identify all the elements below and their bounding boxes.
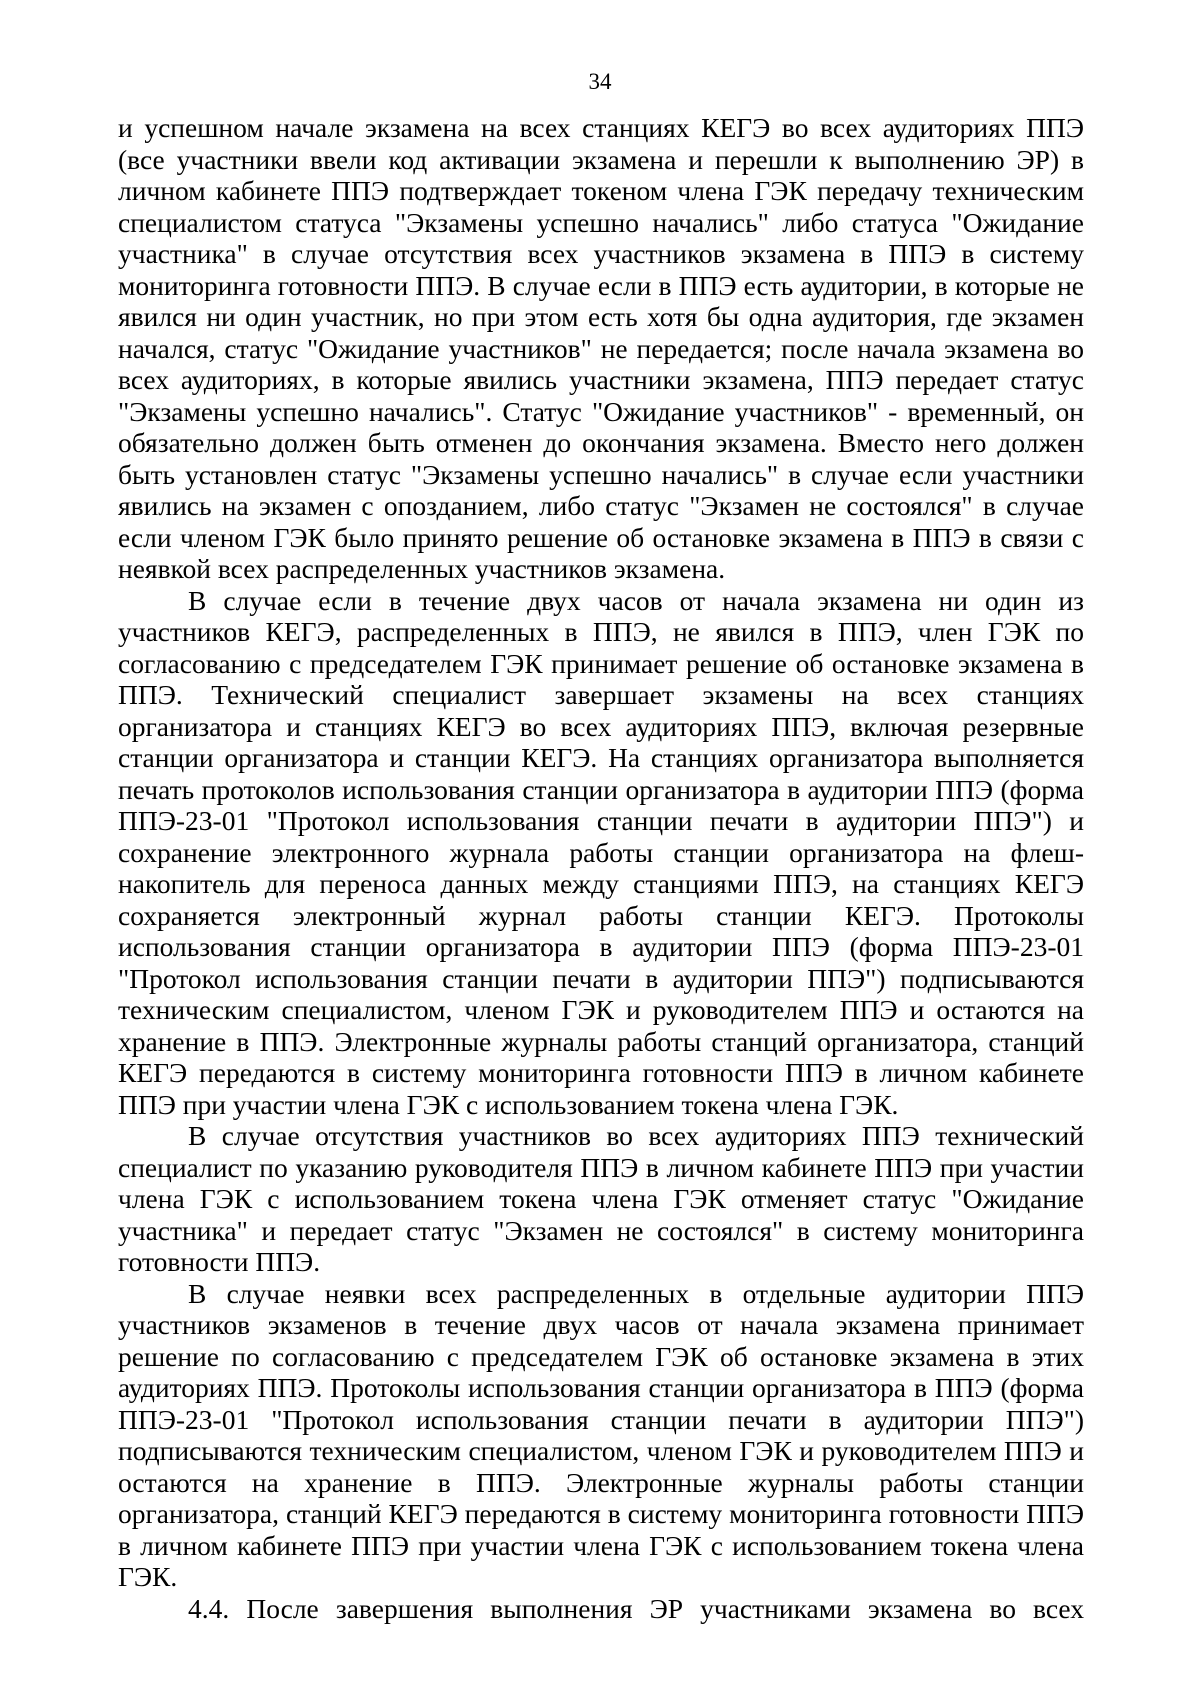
paragraph-separate-auditoriums: В случае неявки всех распределенных в отдельные аудитории ППЭ участников экзаменов в течение двух часов от начала экзамена принимает решение по согласованию с председателем ГЭК об остановке экзамена в этих аудиториях ППЭ. Протоколы использования станции организатора в ППЭ (форма ППЭ-23-01 "Протокол использования станции печати в аудитории ППЭ") подписываются техническим специалистом, членом ГЭК и руководителем ППЭ и остаются на хранение в ППЭ. Электронные журналы работы станции организатора, станций КЕГЭ передаются в систему мониторинга готовности ППЭ в личном кабинете ППЭ при участии члена ГЭК с использованием токена члена ГЭК.	[118, 1277, 1084, 1592]
paragraph-no-show-two-hours: В случае если в течение двух часов от начала экзамена ни один из участников КЕГЭ, распределенных в ППЭ, не явился в ППЭ, член ГЭК по согласованию с председателем ГЭК принимает решение об остановке экзамена в ППЭ. Технический специалист завершает экзамены на всех станциях организатора и станциях КЕГЭ во всех аудиториях ППЭ, включая резервные станции организатора и станции КЕГЭ. На станциях организатора выполняется печать протоколов использования станции организатора в аудитории ППЭ (форма ППЭ-23-01 "Протокол использования станции печати в аудитории ППЭ") и сохранение электронного журнала работы станции организатора на флеш-накопитель для переноса данных между станциями ППЭ, на станциях КЕГЭ сохраняется электронный журнал работы станции КЕГЭ. Протоколы использования станции организатора в аудитории ППЭ (форма ППЭ-23-01 "Протокол использования станции печати в аудитории ППЭ") подписываются техническим специалистом, членом ГЭК и руководителем ППЭ и остаются на хранение в ППЭ. Электронные журналы работы станций организатора, станций КЕГЭ передаются в систему мониторинга готовности ППЭ в личном кабинете ППЭ при участии члена ГЭК с использованием токена члена ГЭК.	[118, 584, 1084, 1120]
paragraph-section-4-4: 4.4. После завершения выполнения ЭР участниками экзамена во всех	[188, 1592, 1084, 1624]
paragraph-continuation: и успешном начале экзамена на всех станциях КЕГЭ во всех аудиториях ППЭ (все участники ввели код активации экзамена и перешли к выполнению ЭР) в личном кабинете ППЭ подтверждает токеном члена ГЭК передачу техническим специалистом статуса "Экзамены успешно начались" либо статуса "Ожидание участника" в случае отсутствия всех участников экзамена в ППЭ в систему мониторинга готовности ППЭ. В случае если в ППЭ есть аудитории, в которые не явился ни один участник, но при этом есть хотя бы одна аудитория, где экзамен начался, статус "Ожидание участников" не передается; после начала экзамена во всех аудиториях, в которые явились участники экзамена, ППЭ передает статус "Экзамены успешно начались". Статус "Ожидание участников" - временный, он обязательно должен быть отменен до окончания экзамена. Вместо него должен быть установлен статус "Экзамены успешно начались" в случае если участники явились на экзамен с опозданием, либо статус "Экзамен не состоялся" в случае если членом ГЭК было принято решение об остановке экзамена в ППЭ в связи с неявкой всех распределенных участников экзамена.	[118, 112, 1084, 584]
paragraph-no-participants: В случае отсутствия участников во всех аудиториях ППЭ технический специалист по указанию руководителя ППЭ в личном кабинете ППЭ при участии члена ГЭК с использованием токена члена ГЭК отменяет статус "Ожидание участника" и передает статус "Экзамен не состоялся" в систему мониторинга готовности ППЭ.	[118, 1120, 1084, 1277]
document-body	[118, 112, 1084, 1624]
page-number: 34	[588, 69, 612, 94]
